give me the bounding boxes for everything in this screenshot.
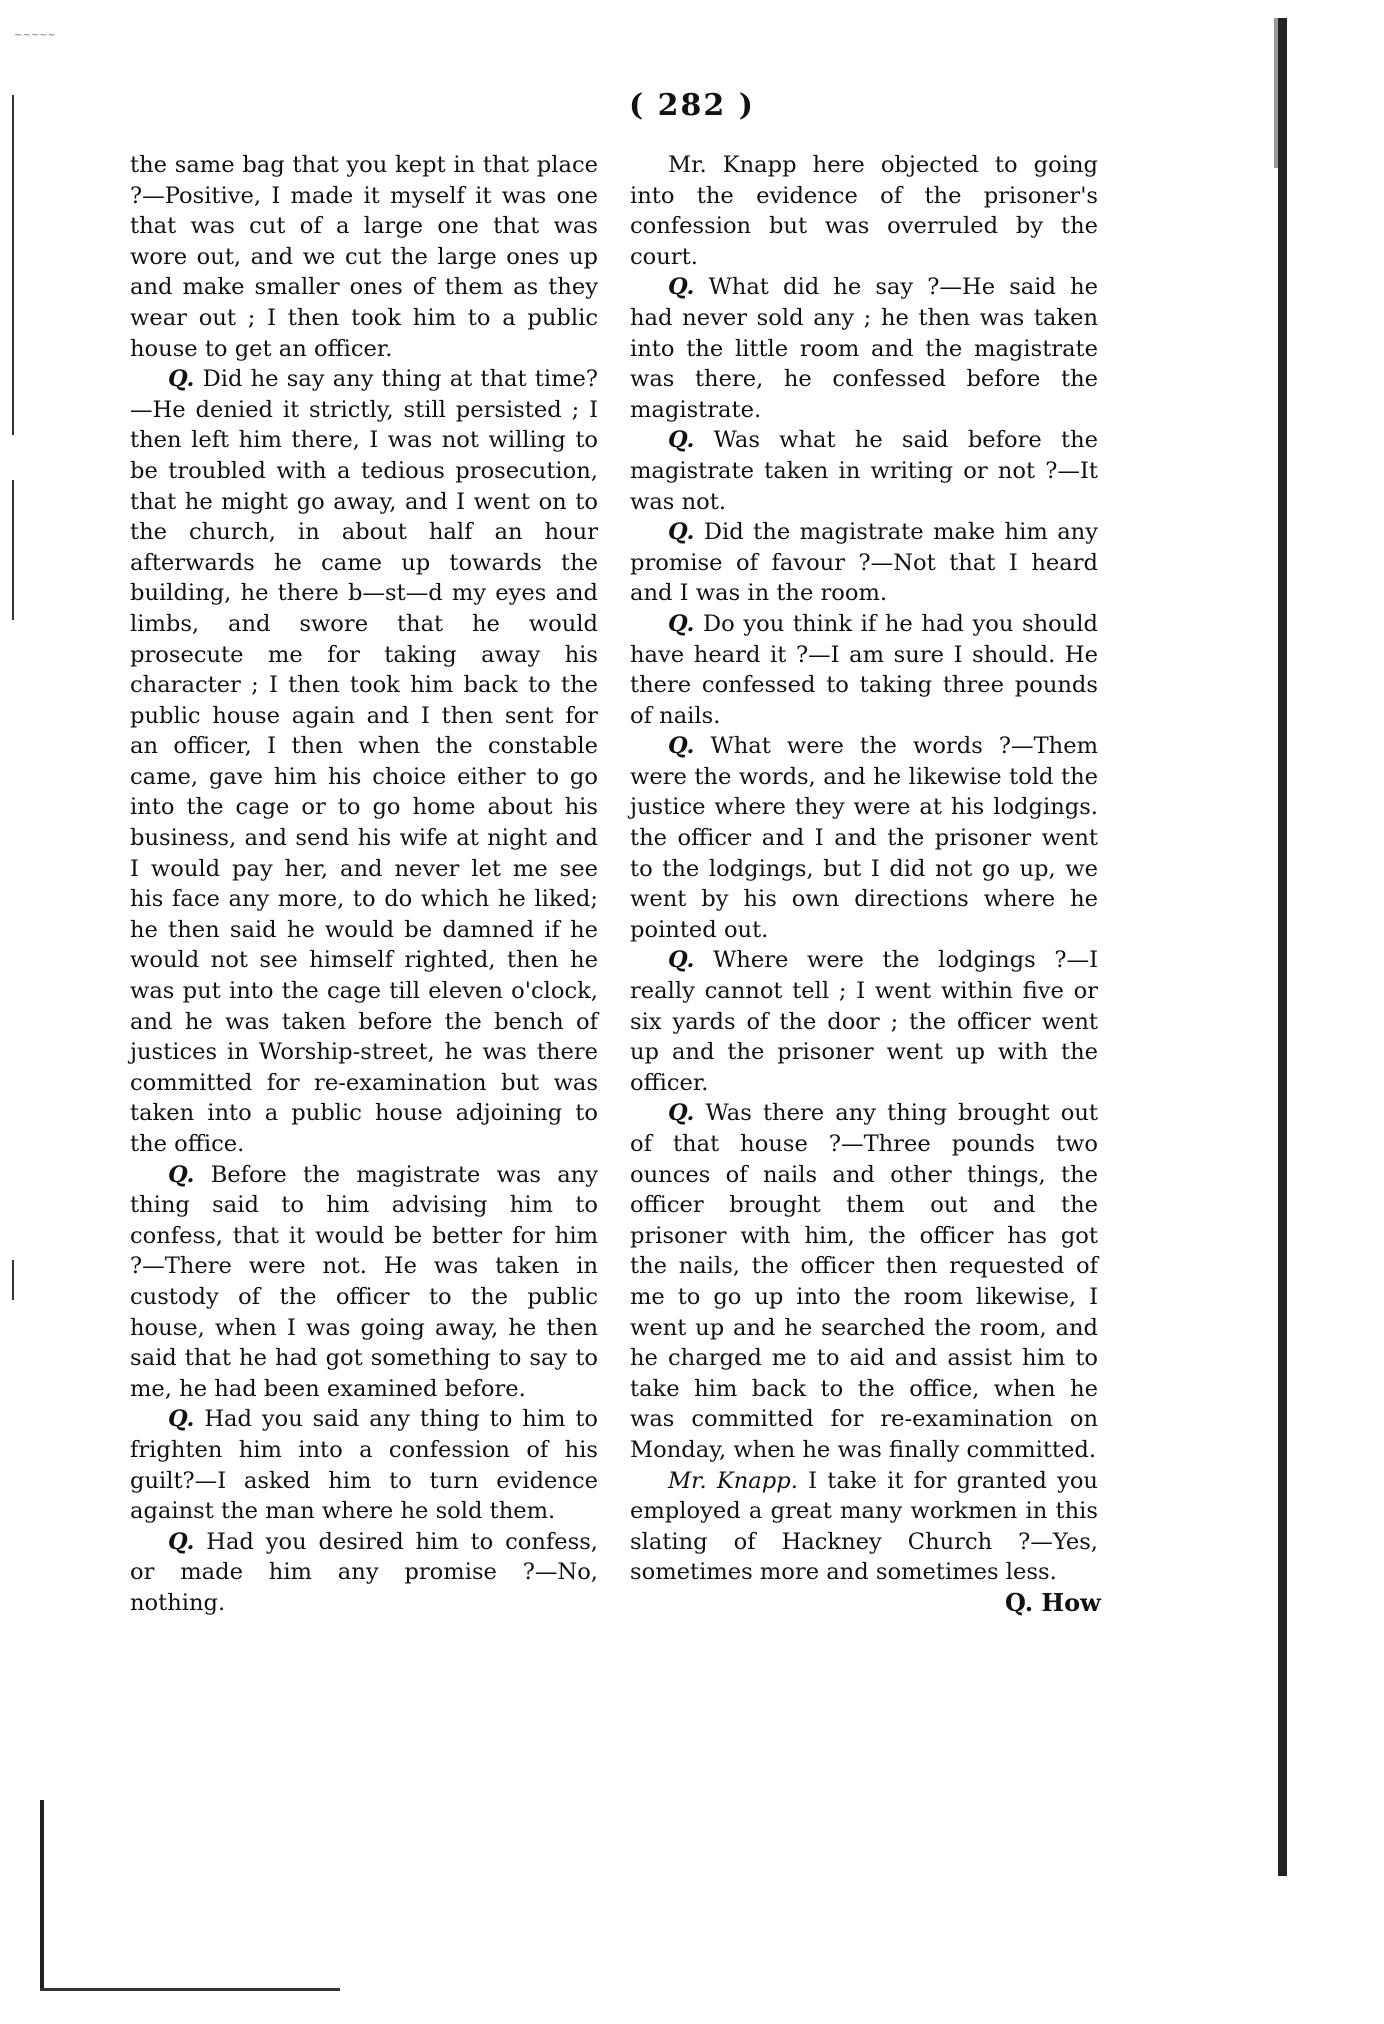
question-marker: Q. <box>168 366 195 393</box>
paragraph: Q. Was there any thing brought out of that house ?—Three pounds two ounces of nails and other things, the officer brought them out and the prisoner with him, the officer has got the nails, the officer then requested of me to go up into the room likewise, I went up and he searched the room, and he charged me to aid and assist him to take him back to the office, when he was committed for re-examination on Monday, when he was finally committed. <box>630 1100 1099 1463</box>
paragraph: Q. Did the magistrate make him any promise of favour ?—Not that I heard and I was in the room. <box>630 519 1099 607</box>
paragraph: Q. Had you desired him to confess, or made him any promise ?—No, nothing. <box>130 1528 598 1616</box>
question-marker: Q. <box>668 733 695 760</box>
paragraph: Q. What were the words ?—Them were the words, and he likewise told the justice where they were at his lodgings. the officer and I and the prisoner went to the lodgings, but I did not go up, we went by his own directions where he pointed out. <box>630 733 1098 943</box>
paragraph: Q. What did he say ?—He said he had never sold any ; he then was taken into the little room and the magistrate was there, he confessed before the magistrate. <box>630 274 1099 423</box>
question-marker: Q. <box>668 519 695 546</box>
paragraph: Mr. Knapp here objected to going into the evidence of the prisoner's confession but was overruled by the court. <box>630 152 1098 270</box>
left-bottom-rule <box>40 1800 44 1990</box>
page-edge-shadow <box>1274 18 1278 168</box>
left-margin-rule <box>12 480 14 620</box>
paragraph: Q. Do you think if he had you should have heard it ?—I am sure I should. He there confessed to taking three pounds of nails. <box>630 610 1098 729</box>
left-column <box>130 150 598 1619</box>
question-marker: Q. <box>168 1161 195 1188</box>
paragraph: Q. Where were the lodgings ?—I really cannot tell ; I went within five or six yards of the door ; the officer went up and the prisoner went up with the officer. <box>630 947 1098 1096</box>
question-marker: Q. <box>668 947 695 974</box>
speaker-label: Mr. Knapp. <box>668 1467 798 1494</box>
question-marker: Q. <box>168 1528 195 1555</box>
question-marker: Q. <box>168 1406 195 1433</box>
right-column <box>630 150 1098 1588</box>
left-margin-rule <box>12 1260 14 1300</box>
catchword: Q. How <box>1005 1588 1101 1617</box>
question-marker: Q. <box>668 427 695 454</box>
paragraph: Q. Was what he said before the magistrate taken in writing or not ?—It was not. <box>630 427 1098 515</box>
question-marker: Q. <box>668 1100 695 1127</box>
page-edge-rule <box>1278 18 1287 1876</box>
paragraph: Q. Before the magistrate was any thing said to him advising him to confess, that it would be better for him ?—There were not. He was taken in custody of the officer to the public house, when I was going away, he then said that he had got something to say to me, he had been examined before. <box>130 1161 598 1402</box>
left-margin-rule <box>12 95 14 435</box>
paragraph: the same bag that you kept in that place ?—Positive, I made it myself it was one that was cut of a large one that was wore out, and we cut the large ones up and make smaller ones of them as they wear out ; I then took him to a public house to get an officer. <box>130 152 598 362</box>
question-marker: Q. <box>668 610 695 637</box>
paragraph: Q. Had you said any thing to him to frighten him into a confession of his guilt?—I asked him to turn evidence against the man where he sold them. <box>130 1406 598 1525</box>
page-number: ( 282 ) <box>629 88 755 123</box>
bottom-rule <box>40 1988 340 1991</box>
question-marker: Q. <box>668 274 695 301</box>
paragraph: Q. Did he say any thing at that time?—He denied it strictly, still persisted ; I then left him there, I was not willing to be troubled with a tedious prosecution, that he might go away, and I went on to the church, in about half an hour afterwards he came up towards the building, he there b—st—d my eyes and limbs, and swore that he would prosecute me for taking away his character ; I then took him back to the public house again and I then sent for an officer, I then when the constable came, gave him his choice either to go into the cage or to go home about his business, and send his wife at night and I would pay her, and never let me see his face any more, to do which he liked; he then said he would be damned if he would not see himself righted, then he was put into the cage till eleven o'clock, and he was taken before the bench of justices in Worship-street, he was there committed for re-examination but was taken into a public house adjoining to the office. <box>130 366 598 1157</box>
paragraph: Mr. Knapp. I take it for granted you employed a great many workmen in this slating of Hackney Church ?—Yes, sometimes more and sometimes less. <box>630 1467 1098 1586</box>
scan-artifact: ~~~~~ <box>14 30 56 41</box>
